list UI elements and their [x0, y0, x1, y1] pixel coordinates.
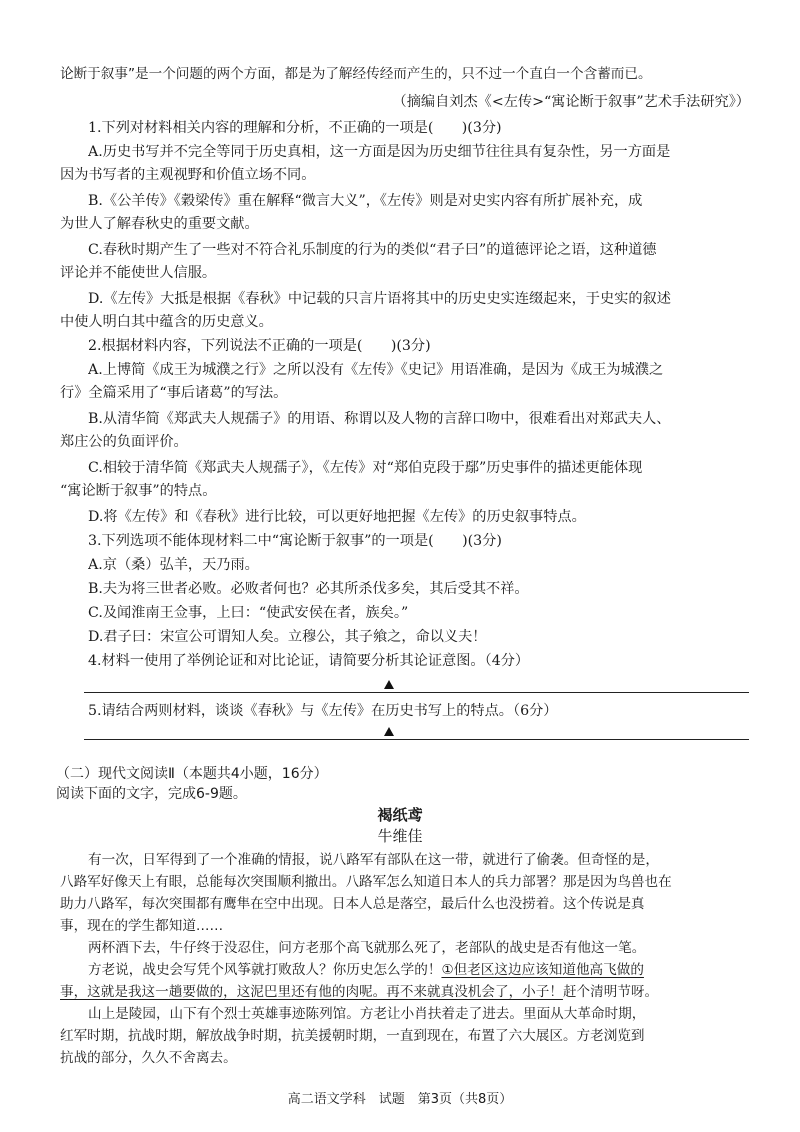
q1-option-c-cont: 评论并不能使世人信服。: [60, 265, 217, 281]
q1-stem: 1.下列对材料相关内容的理解和分析，不正确的一项是( )(3分): [88, 120, 502, 136]
story-p1-line3: 助力八路军，每次突围都有鹰隼在空中出现。日本人总是落空，最后什么也没捞着。这个传说是真: [60, 896, 645, 912]
story-p3-line1: [88, 960, 750, 980]
story-p1-line4: 事，现在的学生都知道……: [60, 918, 224, 934]
q5-stem: 5.请结合两则材料，谈谈《春秋》与《左传》在历史书写上的特点。（6分）: [88, 703, 558, 719]
answer-marker-triangle-q4: [384, 680, 394, 689]
q3-stem: 3.下列选项不能体现材料二中“寓论断于叙事”的一项是( )(3分): [88, 533, 502, 549]
story-p4-line2: 红军时期，抗战时期，解放战争时期，抗美援朝时期，一直到现在，布置了六大展区。方老浏览到: [60, 1028, 645, 1044]
story-p1-line2: 八路军好像天上有眼，总能每次突围顺利撤出。八路军怎么知道日本人的兵力部署？那是因为鸟兽也在: [60, 874, 672, 890]
section2-instruction: 阅读下面的文字，完成6-9题。: [56, 786, 247, 802]
answer-line-q5: [84, 739, 749, 740]
q1-option-d: D.《左传》大抵是根据《春秋》中记载的只言片语将其中的历史史实连缀起来，于史实的叙述: [88, 291, 671, 307]
underlined-sentence-1: ①但老区这边应该知道他高飞做的: [441, 962, 644, 978]
q1-option-c: C.春秋时期产生了一些对不符合礼乐制度的行为的类似“君子曰”的道德评论之语，这种道德: [88, 242, 657, 258]
q1-option-a: A.历史书写并不完全等同于历史真相，这一方面是因为历史细节往往具有复杂性，另一方面是: [88, 144, 671, 160]
q2-option-c-cont: “寓论断于叙事”的特点。: [60, 483, 217, 499]
q1-option-b: B.《公羊传》《穀梁传》重在解释“微言大义”，《左传》则是对史实内容有所扩展补充，成: [88, 193, 643, 209]
q3-option-a: A.京（桑）弘羊，天乃雨。: [88, 557, 259, 573]
q2-option-b: B.从清华简《郑武夫人规孺子》的用语、称谓以及人物的言辞口吻中，很难看出对郑武夫人、: [88, 411, 671, 427]
story-author: 牛维佳: [377, 827, 423, 845]
q2-option-b-cont: 郑庄公的负面评价。: [60, 434, 188, 450]
q1-option-a-cont: 因为书写者的主观视野和价值立场不同。: [60, 167, 316, 183]
q4-stem: 4.材料一使用了举例论证和对比论证，请简要分析其论证意图。（4分）: [88, 653, 530, 669]
q2-option-a-cont: 行》全篇采用了“事后诸葛”的写法。: [60, 385, 288, 401]
story-title: 褐纸鸢: [377, 806, 423, 824]
q3-option-d: D.君子曰：宋宣公可谓知人矣。立穆公，其子飨之，命以义夫！: [88, 629, 487, 645]
q3-option-b: B.夫为将三世者必败。必败者何也？必其所杀伐多矣，其后受其不祥。: [88, 581, 529, 597]
story-p3-tail: 赶个清明节呀。: [562, 984, 659, 1000]
q2-option-a: A.上博简《成王为城濮之行》之所以没有《左传》《史记》用语准确，是因为《成王为城濮之: [88, 362, 664, 378]
story-p3-text: 方老说，战史会写凭个风筝就打败敌人？你历史怎么学的！: [88, 962, 442, 978]
story-p4-line3: 抗战的部分，久久不舍离去。: [60, 1050, 237, 1066]
q1-option-d-cont: 中使人明白其中蕴含的历史意义。: [60, 314, 273, 330]
q2-option-c: C.相较于清华简《郑武夫人规孺子》，《左传》对“郑伯克段于鄢”历史事件的描述更能体现: [88, 460, 643, 476]
page-footer: 高二语文学科 试题 第3页（共8页）: [287, 1092, 513, 1107]
story-p1-line1: 有一次，日军得到了一个准确的情报，说八路军有部队在这一带，就进行了偷袭。但奇怪的是，: [88, 852, 659, 868]
underlined-sentence-1-cont: 事，这就是我这一趟要做的，这泥巴里还有他的肉呢。再不来就真没机会了，小子！: [60, 984, 563, 1000]
q1-option-b-cont: 为世人了解春秋史的重要文献。: [60, 216, 259, 232]
q2-option-d: D.将《左传》和《春秋》进行比较，可以更好地把握《左传》的历史叙事特点。: [88, 509, 586, 525]
answer-line-q4: [84, 692, 749, 693]
material1-source: （摘编自刘杰《<左传>“寓论断于叙事”艺术手法研究》）: [392, 94, 750, 110]
story-p3-line2: [60, 982, 750, 1002]
story-p2: 两杯酒下去，牛仔终于没忍住，问方老那个高飞就那么死了，老部队的战史是否有他这一笔。: [88, 940, 646, 956]
story-p4-line1: 山上是陵园，山下有个烈士英雄事迹陈列馆。方老让小肖扶着走了进去。里面从大革命时期，: [88, 1006, 646, 1022]
section2-heading: （二）现代文阅读Ⅱ（本题共4小题，16分）: [56, 766, 328, 782]
q2-stem: 2.根据材料内容，下列说法不正确的一项是( )(3分): [88, 338, 431, 354]
answer-marker-triangle-q5: [384, 727, 394, 736]
q3-option-c: C.及闻淮南王佥事，上曰：“使武安侯在者，族矣。”: [88, 605, 409, 621]
material1-closing-line: 论断于叙事”是一个问题的两个方面，都是为了解经传经而产生的，只不过一个直白一个含蓄而已。: [60, 66, 652, 82]
